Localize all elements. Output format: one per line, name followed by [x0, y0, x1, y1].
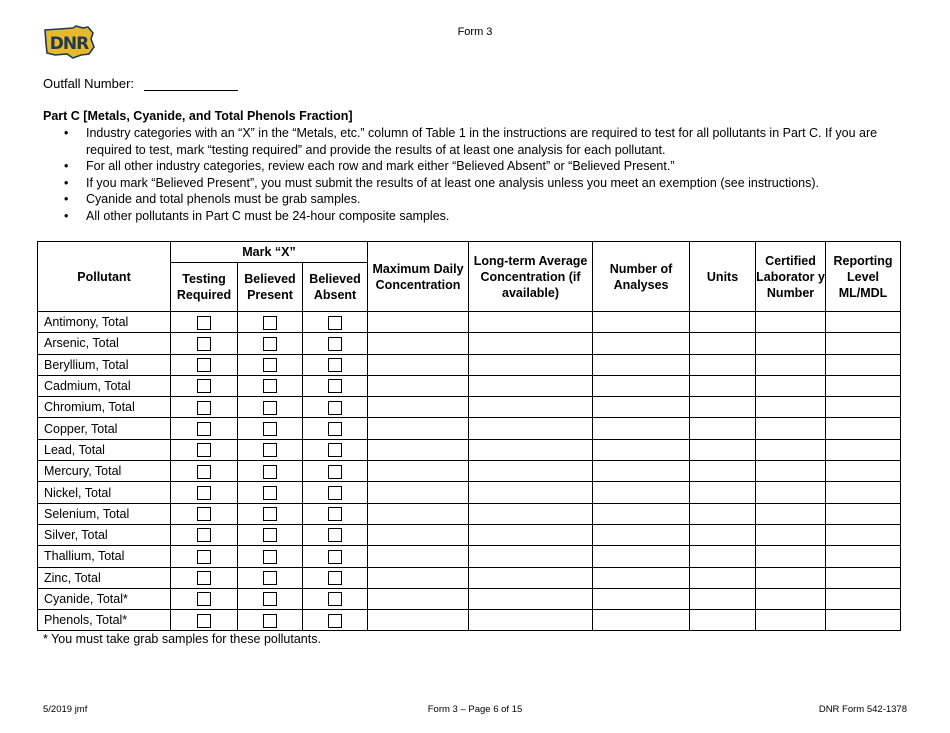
- units-field[interactable]: [690, 397, 756, 418]
- believed-present-checkbox[interactable]: [263, 401, 277, 415]
- pollutant-name: Cyanide, Total*: [38, 588, 171, 609]
- believed-present-checkbox[interactable]: [263, 614, 277, 628]
- believed-present-checkbox[interactable]: [263, 337, 277, 351]
- pollutant-name: Phenols, Total*: [38, 610, 171, 631]
- believed-absent-checkbox-cell: [303, 333, 368, 354]
- believed-absent-checkbox-cell: [303, 461, 368, 482]
- cert-lab-field[interactable]: [756, 439, 826, 460]
- table-row: [38, 503, 901, 524]
- believed-absent-checkbox[interactable]: [328, 379, 342, 393]
- testing-required-checkbox-cell: [171, 312, 238, 333]
- believed-absent-checkbox-cell: [303, 567, 368, 588]
- testing-required-checkbox-cell: [171, 482, 238, 503]
- believed-absent-checkbox-cell: [303, 588, 368, 609]
- outfall-number-label: Outfall Number:: [43, 76, 135, 91]
- outfall-number-field[interactable]: [144, 76, 238, 91]
- believed-absent-checkbox[interactable]: [328, 401, 342, 415]
- cert-lab-field[interactable]: [756, 482, 826, 503]
- cert-lab-field[interactable]: [756, 312, 826, 333]
- believed-present-checkbox[interactable]: [263, 571, 277, 585]
- units-field[interactable]: [690, 333, 756, 354]
- table-row: [38, 567, 901, 588]
- testing-required-checkbox[interactable]: [197, 486, 211, 500]
- believed-absent-checkbox-cell: [303, 397, 368, 418]
- believed-present-checkbox-cell: [238, 503, 303, 524]
- pollutant-name: Beryllium, Total: [38, 354, 171, 375]
- testing-required-checkbox-cell: [171, 503, 238, 524]
- long-term-field[interactable]: [469, 333, 593, 354]
- believed-present-checkbox[interactable]: [263, 443, 277, 457]
- believed-present-header: Believed Present: [238, 263, 303, 312]
- testing-required-checkbox-cell: [171, 333, 238, 354]
- table-row: [38, 610, 901, 631]
- believed-absent-checkbox[interactable]: [328, 358, 342, 372]
- believed-absent-checkbox-cell: [303, 610, 368, 631]
- pollutant-name: Zinc, Total: [38, 567, 171, 588]
- long-term-field[interactable]: [469, 482, 593, 503]
- pollutant-name: Chromium, Total: [38, 397, 171, 418]
- table-row: [38, 375, 901, 396]
- believed-present-checkbox-cell: [238, 482, 303, 503]
- pollutant-name: Lead, Total: [38, 439, 171, 460]
- long-term-field[interactable]: [469, 375, 593, 396]
- reporting-level-field[interactable]: [826, 503, 901, 524]
- table-row: [38, 546, 901, 567]
- units-field[interactable]: [690, 567, 756, 588]
- pollutant-header: Pollutant: [38, 242, 171, 312]
- testing-required-checkbox[interactable]: [197, 571, 211, 585]
- pollutant-table: [37, 241, 901, 631]
- believed-present-checkbox-cell: [238, 418, 303, 439]
- table-row: [38, 418, 901, 439]
- max-daily-field[interactable]: [368, 418, 469, 439]
- believed-present-checkbox-cell: [238, 588, 303, 609]
- believed-present-checkbox-cell: [238, 312, 303, 333]
- cert-lab-field[interactable]: [756, 333, 826, 354]
- testing-required-checkbox[interactable]: [197, 401, 211, 415]
- reporting-level-field[interactable]: [826, 333, 901, 354]
- instruction-list: [62, 125, 882, 224]
- believed-absent-checkbox[interactable]: [328, 316, 342, 330]
- reporting-level-field[interactable]: [826, 375, 901, 396]
- table-row: [38, 461, 901, 482]
- max-daily-field[interactable]: [368, 354, 469, 375]
- cert-lab-field[interactable]: [756, 610, 826, 631]
- pollutant-name: Copper, Total: [38, 418, 171, 439]
- footer-date: 5/2019 jmf: [43, 704, 88, 715]
- believed-absent-checkbox[interactable]: [328, 550, 342, 564]
- max-daily-field[interactable]: [368, 588, 469, 609]
- table-row: [38, 333, 901, 354]
- num-analyses-field[interactable]: [593, 375, 690, 396]
- footer-form-number: DNR Form 542-1378: [818, 704, 907, 715]
- max-daily-field[interactable]: [368, 546, 469, 567]
- num-analyses-field[interactable]: [593, 333, 690, 354]
- believed-absent-checkbox-cell: [303, 439, 368, 460]
- long-term-field[interactable]: [469, 312, 593, 333]
- believed-present-checkbox[interactable]: [263, 422, 277, 436]
- form-label: Form 3: [457, 26, 493, 38]
- max-daily-field[interactable]: [368, 333, 469, 354]
- believed-present-checkbox[interactable]: [263, 316, 277, 330]
- believed-absent-checkbox-cell: [303, 524, 368, 545]
- long-term-field[interactable]: [469, 439, 593, 460]
- believed-present-checkbox-cell: [238, 375, 303, 396]
- testing-required-checkbox[interactable]: [197, 550, 211, 564]
- svg-text:DNR: DNR: [49, 34, 89, 54]
- units-field[interactable]: [690, 503, 756, 524]
- pollutant-name: Nickel, Total: [38, 482, 171, 503]
- believed-present-checkbox-cell: [238, 546, 303, 567]
- units-field[interactable]: [690, 354, 756, 375]
- cert-lab-field[interactable]: [756, 461, 826, 482]
- cert-lab-field[interactable]: [756, 354, 826, 375]
- believed-absent-checkbox[interactable]: [328, 443, 342, 457]
- reporting-level-field[interactable]: [826, 567, 901, 588]
- long-term-field[interactable]: [469, 461, 593, 482]
- testing-required-header: Testing Required: [171, 263, 238, 312]
- pollutant-name: Selenium, Total: [38, 503, 171, 524]
- believed-absent-checkbox-cell: [303, 503, 368, 524]
- outfall-number-row: [43, 76, 238, 91]
- max-daily-field[interactable]: [368, 461, 469, 482]
- max-daily-field[interactable]: [368, 375, 469, 396]
- testing-required-checkbox[interactable]: [197, 528, 211, 542]
- num-analyses-field[interactable]: [593, 439, 690, 460]
- footnote: * You must take grab samples for these pollutants.: [43, 632, 321, 646]
- long-term-field[interactable]: [469, 397, 593, 418]
- pollutant-name: Cadmium, Total: [38, 375, 171, 396]
- max-daily-field[interactable]: [368, 524, 469, 545]
- num-analyses-header: Number of Analyses: [593, 242, 690, 312]
- max-daily-field[interactable]: [368, 567, 469, 588]
- num-analyses-field[interactable]: [593, 482, 690, 503]
- believed-present-checkbox[interactable]: [263, 592, 277, 606]
- believed-absent-checkbox[interactable]: [328, 571, 342, 585]
- cert-lab-field[interactable]: [756, 397, 826, 418]
- testing-required-checkbox-cell: [171, 588, 238, 609]
- cert-lab-field[interactable]: [756, 588, 826, 609]
- num-analyses-field[interactable]: [593, 461, 690, 482]
- believed-absent-checkbox[interactable]: [328, 528, 342, 542]
- long-term-field[interactable]: [469, 588, 593, 609]
- units-field[interactable]: [690, 375, 756, 396]
- believed-present-checkbox-cell: [238, 397, 303, 418]
- pollutant-name: Arsenic, Total: [38, 333, 171, 354]
- units-field[interactable]: [690, 418, 756, 439]
- testing-required-checkbox[interactable]: [197, 379, 211, 393]
- part-c-title: Part C [Metals, Cyanide, and Total Phenols Fraction]: [43, 109, 353, 123]
- testing-required-checkbox-cell: [171, 546, 238, 567]
- instruction-item: • All other pollutants in Part C must be 24-hour composite samples.: [62, 208, 882, 225]
- testing-required-checkbox[interactable]: [197, 465, 211, 479]
- testing-required-checkbox[interactable]: [197, 443, 211, 457]
- footer-page: Form 3 – Page 6 of 15: [427, 704, 523, 715]
- pollutant-name: Antimony, Total: [38, 312, 171, 333]
- believed-absent-checkbox-cell: [303, 546, 368, 567]
- testing-required-checkbox[interactable]: [197, 614, 211, 628]
- believed-present-checkbox[interactable]: [263, 528, 277, 542]
- believed-present-checkbox-cell: [238, 354, 303, 375]
- table-row: [38, 482, 901, 503]
- testing-required-checkbox-cell: [171, 439, 238, 460]
- cert-lab-field[interactable]: [756, 524, 826, 545]
- table-row: [38, 439, 901, 460]
- testing-required-checkbox[interactable]: [197, 422, 211, 436]
- max-daily-field[interactable]: [368, 482, 469, 503]
- testing-required-checkbox-cell: [171, 610, 238, 631]
- num-analyses-field[interactable]: [593, 418, 690, 439]
- reporting-level-field[interactable]: [826, 418, 901, 439]
- pollutant-name: Thallium, Total: [38, 546, 171, 567]
- believed-present-checkbox-cell: [238, 333, 303, 354]
- num-analyses-field[interactable]: [593, 567, 690, 588]
- believed-present-checkbox[interactable]: [263, 507, 277, 521]
- num-analyses-field[interactable]: [593, 610, 690, 631]
- num-analyses-field[interactable]: [593, 503, 690, 524]
- max-daily-field[interactable]: [368, 312, 469, 333]
- believed-absent-checkbox[interactable]: [328, 337, 342, 351]
- units-field[interactable]: [690, 482, 756, 503]
- max-daily-field[interactable]: [368, 610, 469, 631]
- cert-lab-field[interactable]: [756, 418, 826, 439]
- believed-present-checkbox-cell: [238, 567, 303, 588]
- believed-absent-checkbox-cell: [303, 482, 368, 503]
- testing-required-checkbox[interactable]: [197, 507, 211, 521]
- num-analyses-field[interactable]: [593, 312, 690, 333]
- believed-absent-checkbox[interactable]: [328, 592, 342, 606]
- testing-required-checkbox-cell: [171, 567, 238, 588]
- believed-absent-checkbox-cell: [303, 312, 368, 333]
- reporting-level-field[interactable]: [826, 546, 901, 567]
- believed-present-checkbox-cell: [238, 524, 303, 545]
- reporting-level-field[interactable]: [826, 354, 901, 375]
- testing-required-checkbox-cell: [171, 461, 238, 482]
- instruction-item: • For all other industry categories, review each row and mark either “Believed Absent” or “Believed Present.”: [62, 158, 882, 175]
- units-field[interactable]: [690, 312, 756, 333]
- believed-present-checkbox[interactable]: [263, 465, 277, 479]
- max-daily-header: Maximum Daily Concentration: [368, 242, 469, 312]
- believed-absent-checkbox[interactable]: [328, 422, 342, 436]
- long-term-header: Long-term Average Concentration (if available): [469, 242, 593, 312]
- table-row: [38, 312, 901, 333]
- testing-required-checkbox-cell: [171, 524, 238, 545]
- believed-present-checkbox[interactable]: [263, 358, 277, 372]
- believed-absent-checkbox[interactable]: [328, 507, 342, 521]
- instruction-item: • Cyanide and total phenols must be grab samples.: [62, 191, 882, 208]
- num-analyses-field[interactable]: [593, 397, 690, 418]
- table-row: [38, 397, 901, 418]
- reporting-level-field[interactable]: [826, 312, 901, 333]
- believed-absent-checkbox-cell: [303, 354, 368, 375]
- reporting-level-field[interactable]: [826, 461, 901, 482]
- testing-required-checkbox[interactable]: [197, 337, 211, 351]
- table-row: [38, 588, 901, 609]
- cert-lab-header: Certified Laborator y Number: [756, 242, 826, 312]
- cert-lab-field[interactable]: [756, 546, 826, 567]
- units-field[interactable]: [690, 461, 756, 482]
- long-term-field[interactable]: [469, 610, 593, 631]
- believed-absent-checkbox-cell: [303, 418, 368, 439]
- reporting-level-field[interactable]: [826, 588, 901, 609]
- reporting-level-field[interactable]: [826, 610, 901, 631]
- long-term-field[interactable]: [469, 524, 593, 545]
- believed-absent-header: Believed Absent: [303, 263, 368, 312]
- units-field[interactable]: [690, 546, 756, 567]
- believed-absent-checkbox-cell: [303, 375, 368, 396]
- testing-required-checkbox-cell: [171, 397, 238, 418]
- instruction-item: • If you mark “Believed Present”, you must submit the results of at least one analysis unless you meet an exemption (see instructions).: [62, 175, 882, 192]
- num-analyses-field[interactable]: [593, 354, 690, 375]
- num-analyses-field[interactable]: [593, 546, 690, 567]
- cert-lab-field[interactable]: [756, 503, 826, 524]
- cert-lab-field[interactable]: [756, 567, 826, 588]
- max-daily-field[interactable]: [368, 439, 469, 460]
- max-daily-field[interactable]: [368, 503, 469, 524]
- units-field[interactable]: [690, 588, 756, 609]
- testing-required-checkbox[interactable]: [197, 316, 211, 330]
- long-term-field[interactable]: [469, 567, 593, 588]
- instruction-item: • Industry categories with an “X” in the “Metals, etc.” column of Table 1 in the instructions are required to test for all pollutants in Part C. If you are required to test, mark “testing required” and provide the results of at least one analysis for each pollutant.: [62, 125, 882, 158]
- reporting-level-field[interactable]: [826, 439, 901, 460]
- believed-present-checkbox-cell: [238, 461, 303, 482]
- testing-required-checkbox[interactable]: [197, 592, 211, 606]
- testing-required-checkbox[interactable]: [197, 358, 211, 372]
- units-field[interactable]: [690, 610, 756, 631]
- long-term-field[interactable]: [469, 418, 593, 439]
- long-term-field[interactable]: [469, 503, 593, 524]
- table-row: [38, 354, 901, 375]
- believed-present-checkbox[interactable]: [263, 486, 277, 500]
- believed-present-checkbox-cell: [238, 439, 303, 460]
- reporting-level-header: Reporting Level ML/MDL: [826, 242, 901, 312]
- believed-absent-checkbox[interactable]: [328, 465, 342, 479]
- believed-present-checkbox[interactable]: [263, 550, 277, 564]
- testing-required-checkbox-cell: [171, 375, 238, 396]
- testing-required-checkbox-cell: [171, 354, 238, 375]
- pollutant-name: Silver, Total: [38, 524, 171, 545]
- reporting-level-field[interactable]: [826, 524, 901, 545]
- reporting-level-field[interactable]: [826, 397, 901, 418]
- long-term-field[interactable]: [469, 354, 593, 375]
- cert-lab-field[interactable]: [756, 375, 826, 396]
- testing-required-checkbox-cell: [171, 418, 238, 439]
- num-analyses-field[interactable]: [593, 524, 690, 545]
- units-field[interactable]: [690, 524, 756, 545]
- pollutant-name: Mercury, Total: [38, 461, 171, 482]
- believed-present-checkbox-cell: [238, 610, 303, 631]
- long-term-field[interactable]: [469, 546, 593, 567]
- units-field[interactable]: [690, 439, 756, 460]
- units-header: Units: [690, 242, 756, 312]
- believed-absent-checkbox[interactable]: [328, 614, 342, 628]
- mark-x-header: Mark “X”: [171, 242, 368, 263]
- max-daily-field[interactable]: [368, 397, 469, 418]
- num-analyses-field[interactable]: [593, 588, 690, 609]
- pollutant-table-body: [38, 312, 901, 631]
- table-row: [38, 524, 901, 545]
- reporting-level-field[interactable]: [826, 482, 901, 503]
- believed-present-checkbox[interactable]: [263, 379, 277, 393]
- believed-absent-checkbox[interactable]: [328, 486, 342, 500]
